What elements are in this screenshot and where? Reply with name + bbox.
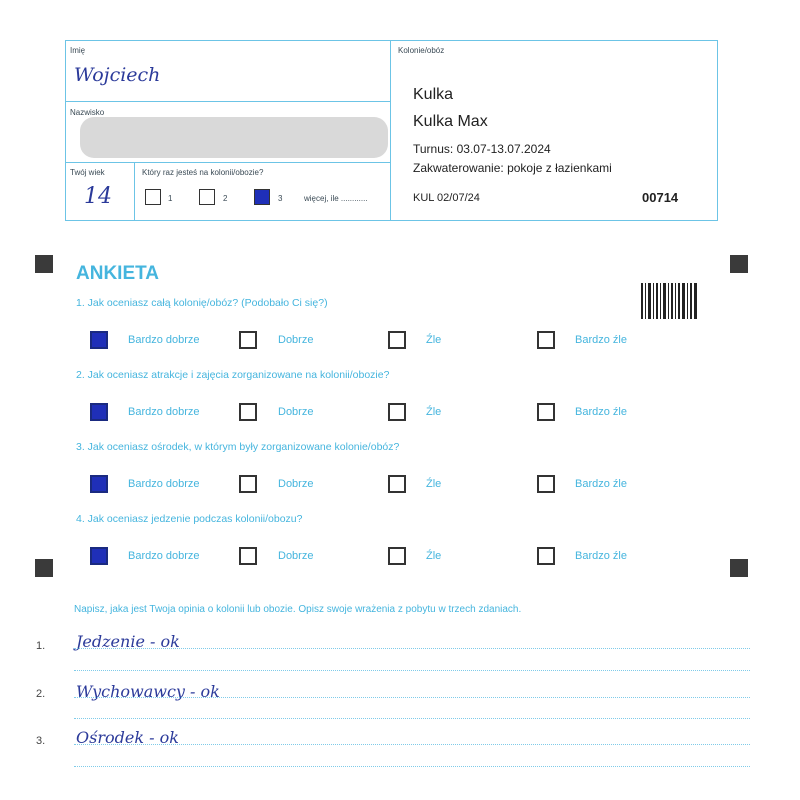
zakwaterowanie-label: Zakwaterowanie: [413, 161, 504, 175]
answer-2[interactable]: Wychowawcy - ok [76, 682, 220, 701]
question-text: 3. Jak oceniasz ośrodek, w którym były zorganizowane kolonie/obóz? [76, 441, 400, 453]
turnus-row [413, 142, 551, 156]
rating-checkbox[interactable] [388, 547, 406, 565]
rating-option-label: Bardzo dobrze [128, 406, 200, 418]
camp-code: KUL 02/07/24 [413, 192, 480, 204]
answer-line [74, 648, 750, 649]
ktory-raz-option-1: 1 [168, 194, 173, 203]
answer-3[interactable]: Ośrodek - ok [76, 728, 179, 747]
ktory-raz-option-more: więcej, ile ............ [304, 194, 368, 203]
form-number: 00714 [642, 190, 679, 205]
ktory-raz-checkbox-3[interactable] [254, 189, 270, 205]
answer-line [74, 697, 750, 698]
turnus-value: 03.07-13.07.2024 [456, 142, 551, 156]
rating-checkbox[interactable] [388, 475, 406, 493]
rating-option-label: Źle [426, 334, 442, 346]
imie-label: Imię [70, 46, 86, 55]
registration-mark [35, 255, 53, 273]
ktory-raz-label: Który raz jesteś na kolonii/obozie? [142, 168, 264, 177]
kolonie-label: Kolonie/obóz [398, 46, 445, 55]
question-text: 2. Jak oceniasz atrakcje i zajęcia zorganizowane na kolonii/obozie? [76, 369, 390, 381]
answer-number: 3. [36, 735, 46, 747]
barcode-icon [641, 283, 697, 319]
question-text: 1. Jak oceniasz całą kolonię/obóz? (Podobało Ci się?) [76, 297, 328, 309]
imie-value: Wojciech [74, 64, 161, 86]
rating-checkbox[interactable] [388, 403, 406, 421]
rating-checkbox[interactable] [239, 547, 257, 565]
wiek-value: 14 [84, 184, 112, 209]
rating-option-label: Bardzo dobrze [128, 550, 200, 562]
rating-option-label: Dobrze [278, 550, 314, 562]
rating-option-label: Bardzo dobrze [128, 334, 200, 346]
rating-checkbox[interactable] [388, 331, 406, 349]
answer-1[interactable]: Jedzenie - ok [76, 632, 180, 651]
rating-option-label: Dobrze [278, 406, 314, 418]
rating-checkbox[interactable] [537, 547, 555, 565]
rating-option-label: Źle [426, 406, 442, 418]
answer-number: 2. [36, 688, 46, 700]
ktory-raz-option-2: 2 [223, 194, 228, 203]
rating-checkbox[interactable] [90, 331, 108, 349]
wiek-label: Twój wiek [70, 168, 105, 177]
answer-line [74, 744, 750, 745]
question-text: 4. Jak oceniasz jedzenie podczas kolonii/obozu? [76, 513, 303, 525]
survey-title: ANKIETA [76, 263, 160, 284]
rating-option-label: Źle [426, 478, 442, 490]
opinion-prompt: Napisz, jaka jest Twoja opinia o kolonii lub obozie. Opisz swoje wrażenia z pobytu w trzech zdaniach. [74, 604, 522, 615]
camp-program: Kulka Max [413, 113, 488, 130]
rating-option-label: Bardzo źle [575, 550, 627, 562]
rating-checkbox[interactable] [90, 547, 108, 565]
redacted-surname [80, 117, 388, 158]
rating-checkbox[interactable] [90, 475, 108, 493]
rating-checkbox[interactable] [239, 331, 257, 349]
header-row-line [65, 101, 390, 102]
registration-mark [35, 559, 53, 577]
ktory-raz-option-3: 3 [278, 194, 283, 203]
header-divider [390, 40, 391, 221]
rating-checkbox[interactable] [537, 331, 555, 349]
answer-line [74, 670, 750, 671]
ktory-raz-checkbox-2[interactable] [199, 189, 215, 205]
answer-line [74, 766, 750, 767]
header-age-divider [134, 162, 135, 221]
rating-option-label: Dobrze [278, 334, 314, 346]
answer-line [74, 718, 750, 719]
rating-checkbox[interactable] [537, 475, 555, 493]
rating-option-label: Dobrze [278, 478, 314, 490]
rating-option-label: Bardzo dobrze [128, 478, 200, 490]
nazwisko-label: Nazwisko [70, 108, 105, 117]
rating-option-label: Źle [426, 550, 442, 562]
rating-checkbox[interactable] [537, 403, 555, 421]
registration-mark [730, 255, 748, 273]
header-row-line [65, 162, 390, 163]
rating-option-label: Bardzo źle [575, 334, 627, 346]
zakwaterowanie-value: pokoje z łazienkami [507, 161, 612, 175]
rating-checkbox[interactable] [90, 403, 108, 421]
registration-mark [730, 559, 748, 577]
rating-checkbox[interactable] [239, 403, 257, 421]
rating-option-label: Bardzo źle [575, 478, 627, 490]
ktory-raz-checkbox-1[interactable] [145, 189, 161, 205]
rating-checkbox[interactable] [239, 475, 257, 493]
camp-name: Kulka [413, 86, 454, 103]
zakwaterowanie-row [413, 161, 612, 175]
turnus-label: Turnus: [413, 142, 454, 156]
rating-option-label: Bardzo źle [575, 406, 627, 418]
answer-number: 1. [36, 640, 46, 652]
